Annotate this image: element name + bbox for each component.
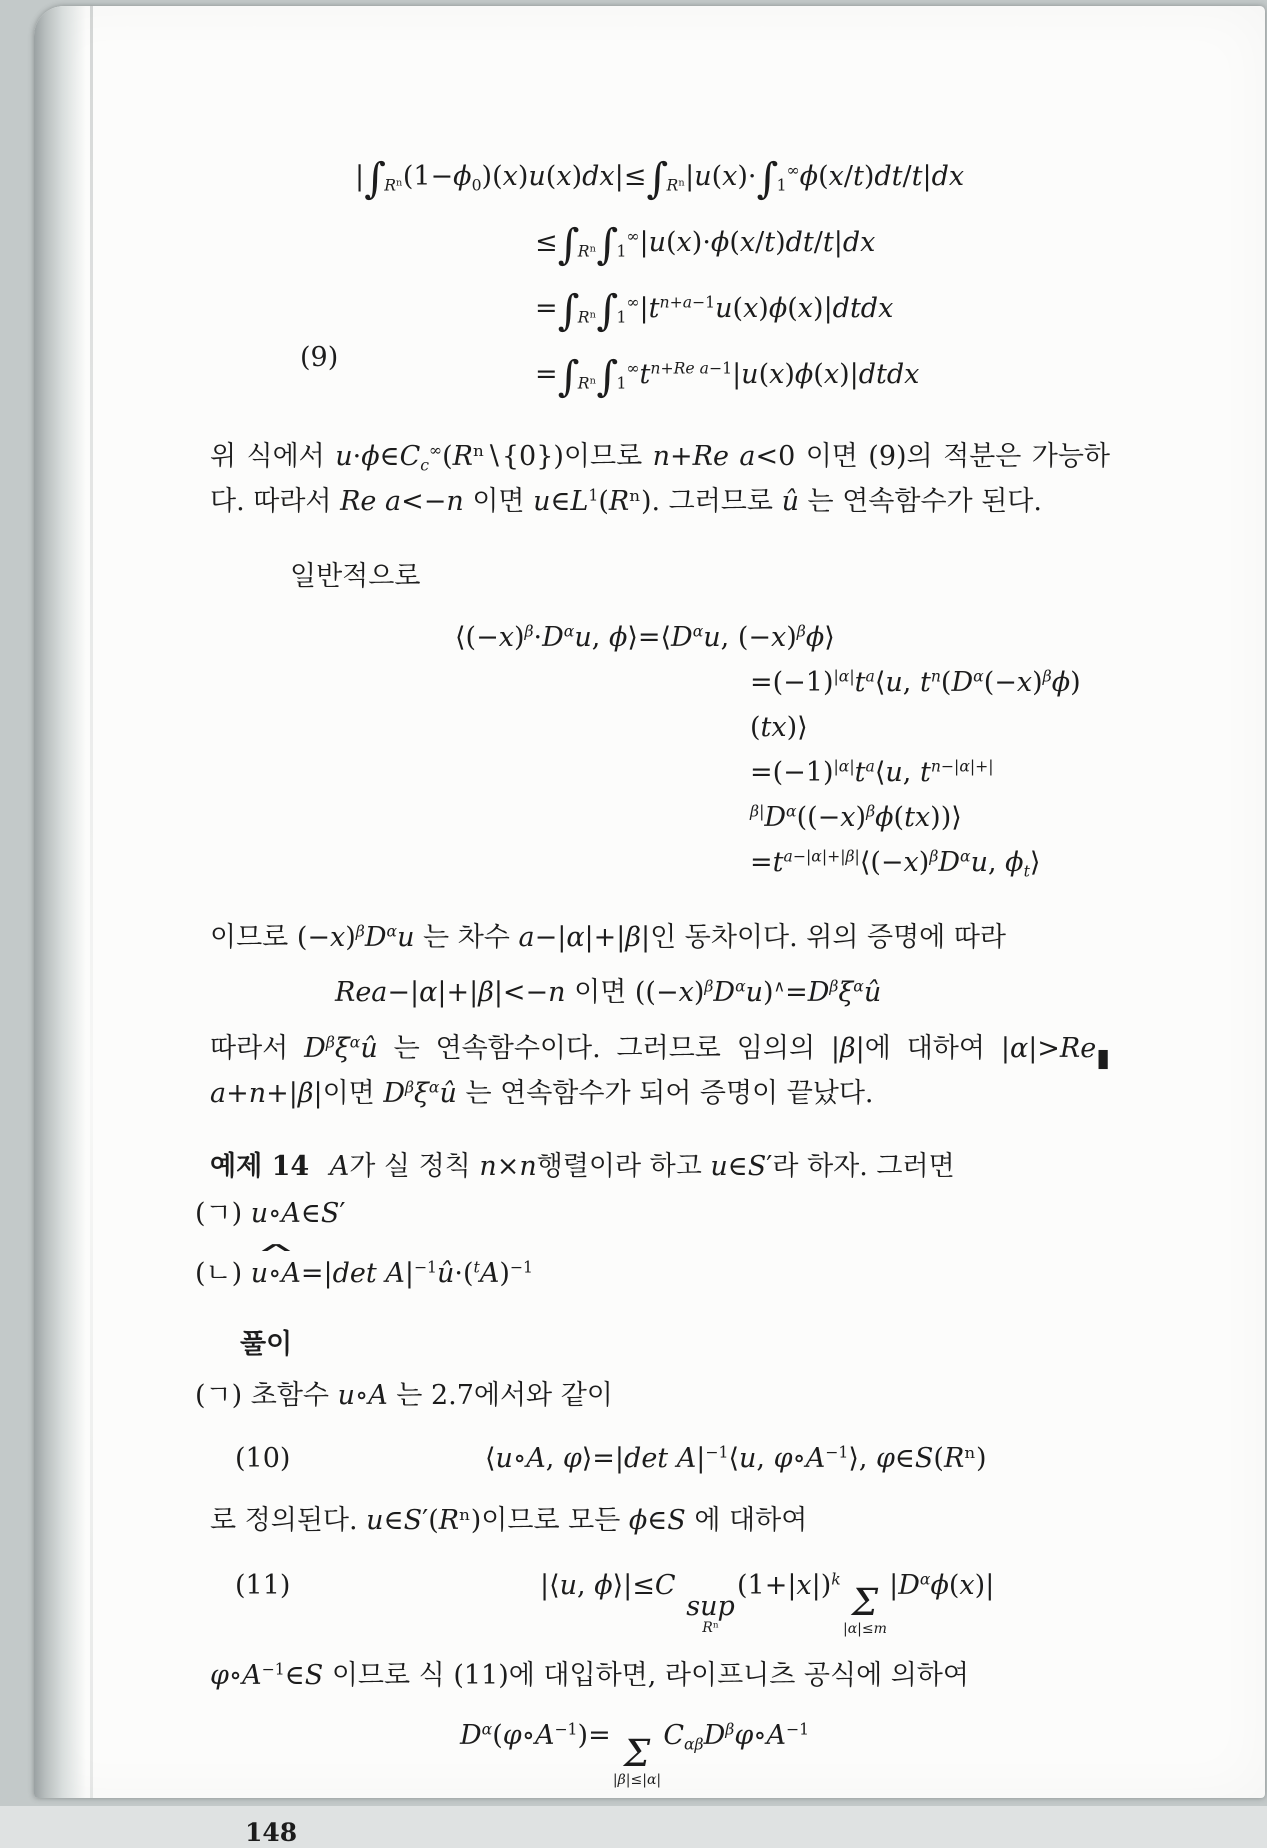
solution-label: 풀이	[240, 1329, 293, 1360]
paragraph-conclusion-text: 따라서 $D^\beta\xi^\alpha û$ 는 연속함수이다. 그러므로 임의의 |β|에 대하여 |α|>Re a+n+|β|이면 $D^\beta\xi^\alpha û$ 는 연속함수가 되어 증명이 끝났다.	[210, 1032, 1097, 1109]
equation-leibniz: $D^\alpha(\varphi\circ A^{-1})=$ Σ |β|≤|α| $C_{\alpha\beta}D^\beta\varphi\circ A^{-1}$	[460, 1719, 810, 1788]
qed-marker: ▮	[1096, 1043, 1110, 1072]
equation-general-line-4: $=t^{a-|\alpha|+|\beta|}⟨(-x)^\beta D^\alpha u$, $\phi_t⟩$	[750, 846, 1041, 881]
equation-general-line-1: $⟨(-x)^\beta\cdot D^\alpha u$, $\phi⟩=⟨D^\alpha u$, $(-x)^\beta\phi⟩$	[455, 621, 835, 653]
equation-9-line-2: $\le\int_{R^n}\int_1^\infty|u(x)\cdot\phi(x/t)dt/t|dx$	[535, 219, 876, 269]
solution-intro: (ㄱ) 초함수 u∘A 는 2.7에서와 같이	[195, 1380, 613, 1411]
page-crease	[90, 6, 93, 1798]
page-number: 148	[245, 1817, 298, 1847]
equation-9-line-1: $|\int_{R^n}(1-\phi_0)(x)u(x)dx|\le\int_{R^n}|u(x)\cdot\int_1^\infty\phi(x/t)dt/t|dx$	[355, 153, 965, 203]
example-heading	[210, 1144, 1110, 1189]
equation-general-line-2: $=(-1)^{|\alpha|}t^a⟨u$, $t^n(D^\alpha(-x)^\beta\phi)(tx)⟩$	[750, 666, 1081, 743]
page	[34, 6, 1265, 1847]
paragraph-after-eq11: $\varphi\circ A^{-1}\in S$ 이므로 식 (11)에 대입하면, 라이프니츠 공식에 의하여	[210, 1659, 969, 1692]
equation-9-labeled-row	[210, 342, 1110, 408]
equation-11: |⟨u, ϕ⟩|≤C sup Rⁿ $(1+|x|)^k$ Σ |α|≤m $|D^\alpha\phi(x)|$	[540, 1569, 995, 1638]
equation-9-line-4: $=\int_{R^n}\int_1^\infty t^{n+Re a-1}|u(x)\phi(x)|dtdx$	[535, 351, 920, 401]
example-statement: A가 실 정칙 n×n행렬이라 하고 u∈S′라 하자. 그러면	[329, 1151, 955, 1182]
paragraph-homogeneity: 이므로 $(-x)^\beta D^\alpha u$ 는 차수 a−|α|+|β|인 동차이다. 위의 증명에 따라	[210, 921, 1006, 953]
equation-10: ⟨u∘A, φ⟩=|det $A|^{-1}⟨u$, $\varphi\circ A^{-1}⟩$, φ∈S(Rⁿ)	[485, 1442, 987, 1474]
equation-label-9: (9)	[300, 342, 339, 373]
page-content	[195, 6, 1110, 1848]
equation-10-row	[210, 1434, 1110, 1484]
example-item-b: (ㄴ) ∧ u∘A=|det $A|^{-1}û\cdot(^tA)^{-1}$	[195, 1240, 533, 1289]
equation-label-10: (10)	[235, 1443, 291, 1474]
heading-in-general: 일반적으로	[290, 561, 421, 592]
equation-block-9	[210, 144, 1110, 408]
example-label: 예제 14	[210, 1151, 310, 1182]
equation-general-line-3: $=(-1)^{|\alpha|}t^a⟨u$, $t^{n-|\alpha|+|\beta|}D^\alpha((-x)^\beta\phi(tx))⟩$	[750, 756, 994, 833]
paragraph-integrability: 위 식에서 $u\cdot\phi\in C_c^\infty(R^n∖\{0\})$이므로 n+Re a<0 이면 (9)의 적분은 가능하다. 따라서 Re a<−n 이면 $u\in L^1(R^n)$. 그러므로 û 는 연속함수가 된다.	[210, 440, 1110, 517]
equation-11-row	[210, 1555, 1110, 1637]
example-item-a: (ㄱ) u∘A∈S′	[195, 1198, 346, 1229]
equation-hat-condition: Rea−|α|+|β|<−n 이면 $((-x)^\beta D^\alpha u)^\wedge=D^\beta\xi^\alpha û$	[335, 976, 882, 1008]
equation-block-general	[210, 615, 1110, 885]
page-binding-edge	[34, 6, 86, 1798]
paragraph-conclusion	[210, 1026, 1110, 1116]
equation-label-11: (11)	[235, 1570, 291, 1601]
paragraph-after-eq10: 로 정의된다. u∈S′(Rⁿ)이므로 모든 ϕ∈S 에 대하여	[210, 1505, 808, 1536]
equation-9-line-3: $=\int_{R^n}\int_1^\infty|t^{n+a-1}u(x)\phi(x)|dtdx$	[535, 285, 894, 335]
